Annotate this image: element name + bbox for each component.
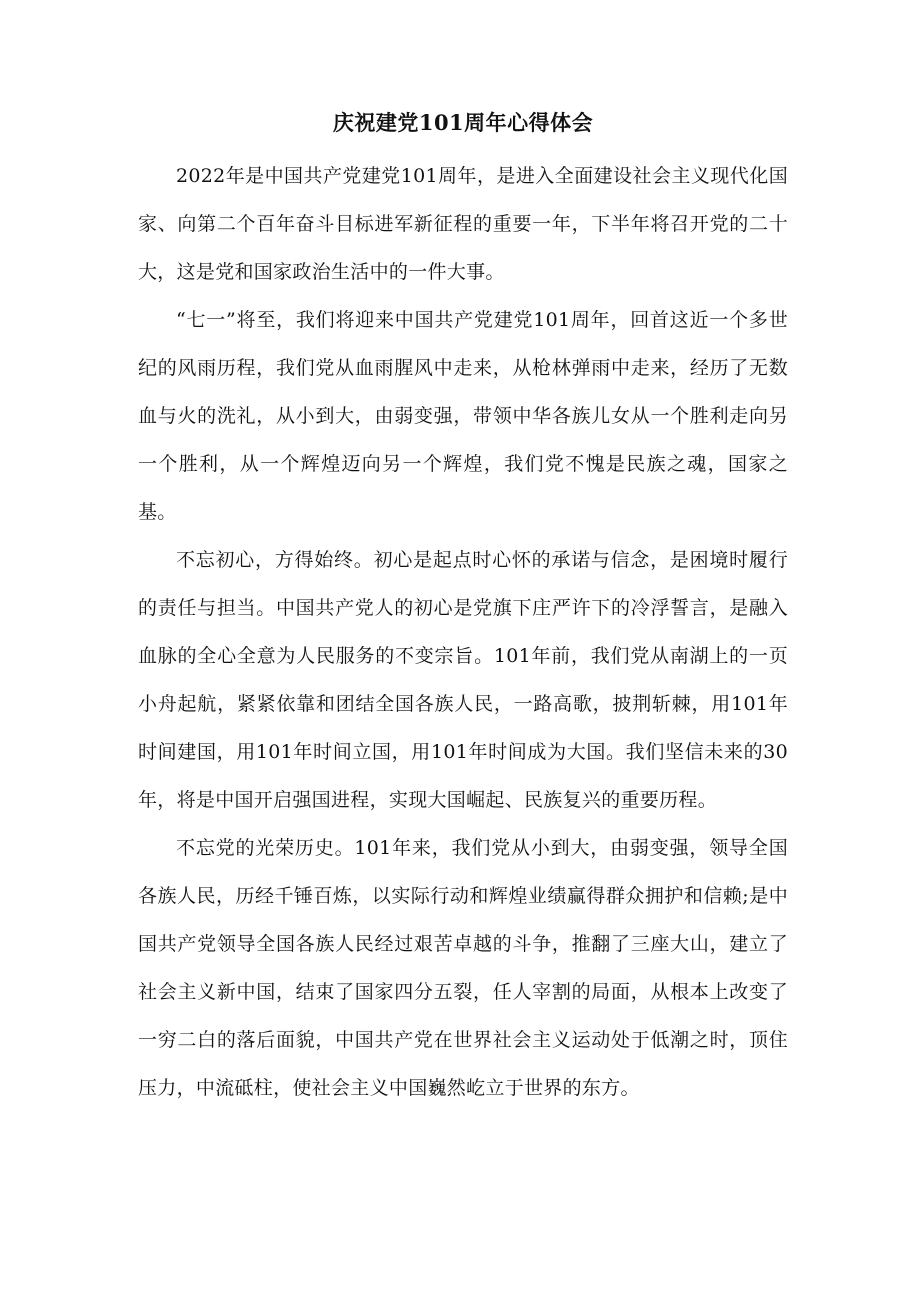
document-page [138,108,788,1112]
paragraph-1: 2022年是中国共产党建党101周年，是进入全面建设社会主义现代化国家、向第二个百年奋斗目标进军新征程的重要一年，下半年将召开党的二十大，这是党和国家政治生活中的一件大事。 [138,165,788,283]
document-title: 庆祝建党101周年心得体会 [332,110,594,135]
paragraph-3: 不忘初心，方得始终。初心是起点时心怀的承诺与信念，是困境时履行的责任与担当。中国共产党人的初心是党旗下庄严许下的冷浮誓言，是融入血脉的全心全意为人民服务的不变宗旨。101年前，我们党从南湖上的一页小舟起航，紧紧依靠和团结全国各族人民，一路高歌，披荆斩棘，用101年时间建国，用101年时间立国，用101年时间成为大国。我们坚信未来的30年，将是中国开启强国进程，实现大国崛起、民族复兴的重要历程。 [138,549,788,811]
paragraph-4: 不忘党的光荣历史。101年来，我们党从小到大，由弱变强，领导全国各族人民，历经千锤百炼，以实际行动和辉煌业绩赢得群众拥护和信赖;是中国共产党领导全国各族人民经过艰苦卓越的斗争，推翻了三座大山，建立了社会主义新中国，结束了国家四分五裂，任人宰割的局面，从根本上改变了一穷二白的落后面貌，中国共产党在世界社会主义运动处于低潮之时，顶住压力，中流砥柱，使社会主义中国巍然屹立于世界的东方。 [138,837,788,1099]
paragraph-2: “七一”将至，我们将迎来中国共产党建党101周年，回首这近一个多世纪的风雨历程，我们党从血雨腥风中走来，从枪林弹雨中走来，经历了无数血与火的洗礼，从小到大，由弱变强，带领中华各族儿女从一个胜利走向另一个胜利，从一个辉煌迈向另一个辉煌，我们党不愧是民族之魂，国家之基。 [138,309,788,523]
